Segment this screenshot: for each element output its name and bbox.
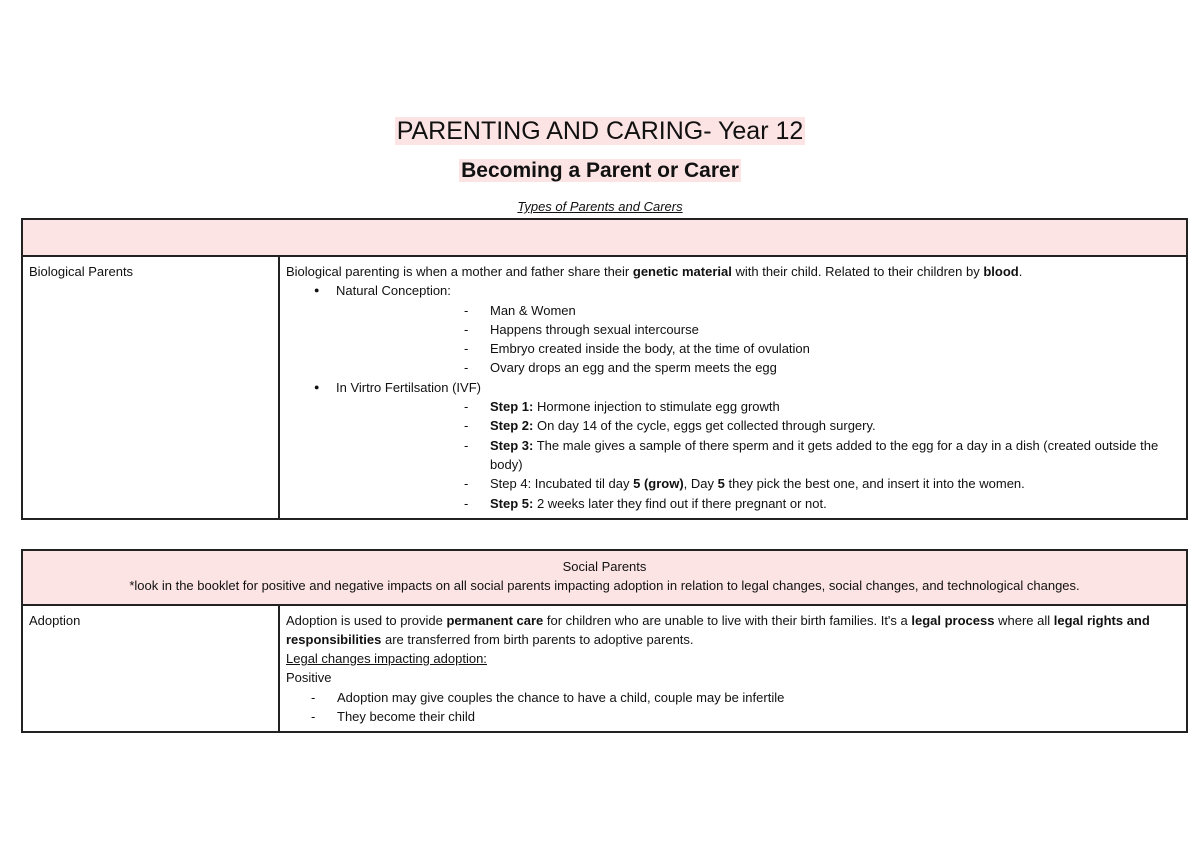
section-heading: Types of Parents and Carers xyxy=(517,199,683,214)
list-item: - Embryo created inside the body, at the time of ovulation xyxy=(490,339,1180,358)
table-header-empty xyxy=(22,219,1187,256)
social-parents-note: *look in the booklet for positive and negative impacts on all social parents impacting adoption in relation to legal changes, social changes, and technological changes. xyxy=(129,578,1080,594)
ivf-item: ● In Virtro Fertilsation (IVF) - Step 1: Hormone injection to stimulate egg growth - Step 2: On day 14 of the cycle, eggs get collected through surgery. - Step 3: The male gives a sample of there sperm and it gets added to the egg for a day in a dish (created outside the body) - Step 4: Incubated til day 5 (grow), Day 5 they pick the best one, and insert it into the women. - Step 5: 2 weeks later they find out if there pregnant or not. xyxy=(336,378,1180,513)
ivf-step: - Step 2: On day 14 of the cycle, eggs get collected through surgery. xyxy=(490,416,1180,435)
list-item: - Adoption may give couples the chance to have a child, couple may be infertile xyxy=(337,688,1180,707)
positive-impacts-list xyxy=(286,688,1180,727)
social-parents-header xyxy=(22,550,1187,605)
conception-methods-list xyxy=(286,281,1180,513)
ivf-step: - Step 1: Hormone injection to stimulate egg growth xyxy=(490,397,1180,416)
table-row xyxy=(22,256,1187,519)
adoption-intro: Adoption is used to provide permanent care for children who are unable to live with their birth families. It's a legal process where all legal rights and responsibilities are transferred from birth parents to adoptive parents. xyxy=(286,612,1150,647)
biological-parents-table xyxy=(21,218,1188,520)
social-parents-table xyxy=(21,549,1188,733)
row-label-adoption: Adoption xyxy=(22,605,279,733)
list-item: - Man & Women xyxy=(490,301,1180,320)
list-item: - Ovary drops an egg and the sperm meets the egg xyxy=(490,358,1180,377)
natural-conception-item: ● Natural Conception: - Man & Women - Happens through sexual intercourse - Embryo created inside the body, at the time of ovulation - Ovary drops an egg and the sperm meets the egg xyxy=(336,281,1180,377)
table-row xyxy=(22,605,1187,733)
legal-changes-heading: Legal changes impacting adoption: xyxy=(286,651,487,667)
adoption-content xyxy=(279,605,1187,733)
ivf-step: - Step 5: 2 weeks later they find out if there pregnant or not. xyxy=(490,494,1180,513)
positive-label: Positive xyxy=(286,670,332,686)
list-item: - Happens through sexual intercourse xyxy=(490,320,1180,339)
list-item: - They become their child xyxy=(337,707,1180,726)
ivf-step: - Step 4: Incubated til day 5 (grow), Day 5 they pick the best one, and insert it into the women. xyxy=(490,474,1180,493)
ivf-steps xyxy=(336,397,1180,513)
biological-intro: Biological parenting is when a mother and father share their genetic material with their child. Related to their children by blood. xyxy=(286,264,1023,279)
row-label-biological-parents: Biological Parents xyxy=(22,256,279,519)
biological-parents-content xyxy=(279,256,1187,519)
natural-conception-details xyxy=(336,301,1180,378)
page-subtitle: Becoming a Parent or Carer xyxy=(461,159,739,182)
page-title: PARENTING AND CARING- Year 12 xyxy=(396,117,804,145)
ivf-step: - Step 3: The male gives a sample of there sperm and it gets added to the egg for a day in a dish (created outside the body) xyxy=(490,436,1180,475)
social-parents-title: Social Parents xyxy=(562,559,647,574)
